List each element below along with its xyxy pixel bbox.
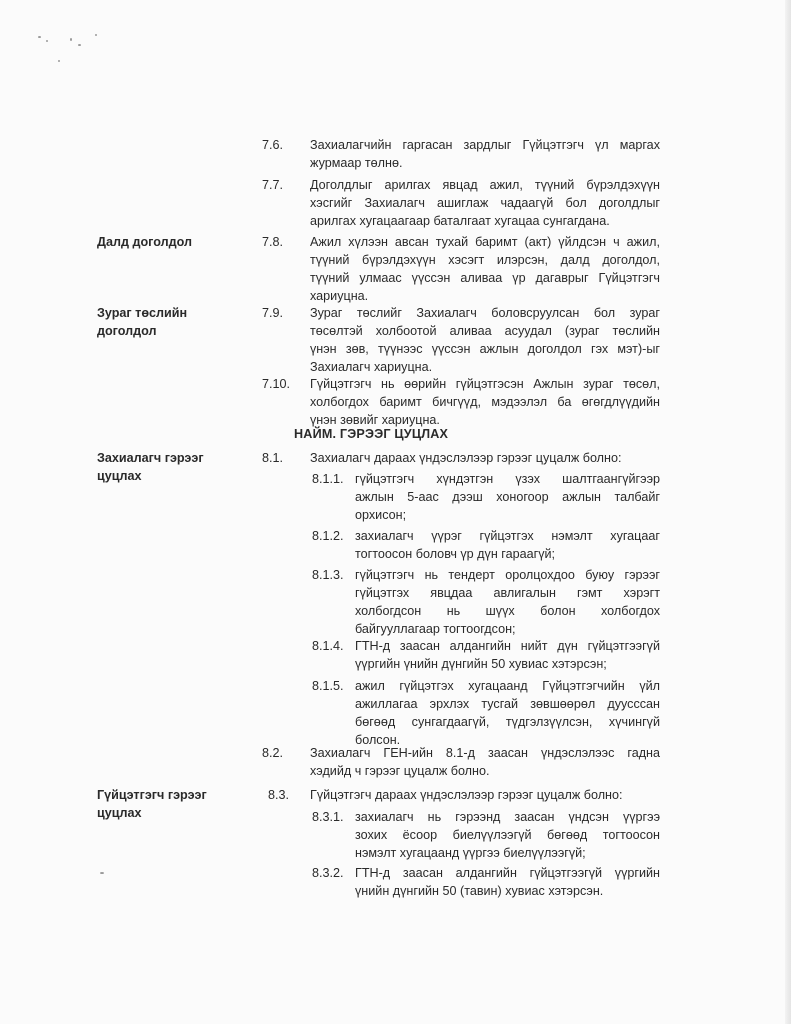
side-label-client-terminate: Захиалагч гэрээг цуцлах [97, 451, 204, 483]
scan-speck [38, 36, 41, 38]
clause-text: ажил гүйцэтгэх хугацаанд Гүйцэтгэгчийн үйл ажиллагаа эрхлэх тусгай зөвшөөрөл дуусссан бөгөөд сунгагдаагүй, түдгэлзүүлсэн, хүчингүй болсон. [355, 679, 660, 747]
side-label-contractor-terminate: Гүйцэтгэгч гэрээг цуцлах [97, 788, 207, 820]
scan-speck [46, 40, 48, 42]
scan-speck [70, 38, 72, 41]
clause-text: Гүйцэтгэгч дараах үндэслэлээр гэрээг цуцалж болно: [310, 788, 623, 802]
clause-number: 8.3. [268, 788, 290, 802]
clause-number: 8.1.4. [312, 639, 344, 653]
clause-text: захиалагч үүрэг гүйцэтгэх нэмэлт хугацааг тогтоосон боловч үр дүн гараагүй; [355, 529, 660, 561]
scan-speck [58, 60, 60, 62]
clause-text: захиалагч нь гэрээнд заасан үндсэн үүргээ зохих ёсоор биелүүлээгүй бөгөөд тогтоосон нэмэлт хугацаанд үүргээ биелүүлээгүй; [355, 810, 660, 860]
clause-number: 8.1. [262, 451, 284, 465]
clause-text: Гүйцэтгэгч нь өөрийн гүйцэтгэсэн Ажлын зураг төсөл, холбогдох баримт бичгүүд, мэдээлэл ба өгөгдлүүдийн үнэн зөвийг хариуцна. [310, 377, 660, 427]
clause-text: ГТН-д заасан алдангийн нийт дүн гүйцэтгээгүй үүргийн үнийн дүнгийн 50 хувиас хэтэрсэн; [355, 639, 660, 671]
clause-number: 8.2. [262, 746, 284, 760]
clause-number: 7.8. [262, 235, 284, 249]
clause-number: 7.6. [262, 138, 284, 152]
scan-speck [95, 34, 97, 36]
clause-text: Захиалагчийн гаргасан зардлыг Гүйцэтгэгч үл маргах журмаар төлнө. [310, 138, 660, 170]
clause-number: 7.10. [262, 377, 291, 391]
clause-number: 8.3.1. [312, 810, 344, 824]
clause-text: гүйцэтгэгч нь тендерт оролцохдоо буюу гэрээг гүйцэтгэх явцдаа авлигалын гэмт хэрэгт холбогдсон нь шүүх болон холбогдох байгууллагаар тогтоогдсон; [355, 568, 660, 636]
clause-number: 8.3.2. [312, 866, 344, 880]
clause-number: 8.1.1. [312, 472, 344, 486]
clause-number: 8.1.3. [312, 568, 344, 582]
clause-text: Зураг төслийг Захиалагч боловсруулсан бол зураг төсөлтэй холбоотой аливаа асуудал (зураг төслийн үнэн зөв, түүнээс үүссэн ажлын доголдол гэх мэт)-ыг Захиалагч хариуцна. [310, 306, 660, 374]
clause-number: 8.1.5. [312, 679, 344, 693]
clause-number: 8.1.2. [312, 529, 344, 543]
clause-text: Доголдлыг арилгах явцад ажил, түүний бүрэлдэхүүн хэсгийг Захиалагч ашиглаж чадаагүй бол доголдлыг арилгах хугацаагаар баталгаат хугацаа сунгагдана. [310, 178, 660, 228]
clause-number: 7.7. [262, 178, 284, 192]
page-edge-shadow [785, 0, 791, 1024]
section-heading: НАЙМ. ГЭРЭЭГ ЦУЦЛАХ [294, 427, 449, 441]
side-label-hidden-defect: Далд доголдол [97, 235, 192, 249]
clause-text: ГТН-д заасан алдангийн гүйцэтгээгүй үүргийн үнийн дүнгийн 50 (тавин) хувиас хэтэрсэн. [355, 866, 660, 898]
scan-speck [100, 872, 104, 874]
clause-text: Ажил хүлээн авсан тухай баримт (акт) үйлдсэн ч ажил, түүний бүрэлдэхүүн хэсэгт илэрсэн, далд доголдол, түүний улмаас үүссэн аливаа үр дагаврыг Гүйцэтгэгч хариуцна. [310, 235, 660, 303]
scan-speck [78, 44, 81, 46]
clause-text: Захиалагч ГЕН-ийн 8.1-д заасан үндэслэлээс гадна хэдийд ч гэрээг цуцалж болно. [310, 746, 660, 778]
clause-text: Захиалагч дараах үндэслэлээр гэрээг цуцалж болно: [310, 451, 622, 465]
clause-number: 7.9. [262, 306, 284, 320]
clause-text: гүйцэтгэгч хүндэтгэн үзэх шалтгаангүйгээр ажлын 5-аас дээш хоногоор ажлын талбайг орхисон; [355, 472, 660, 522]
side-label-design-defect: Зураг төслийн доголдол [97, 306, 188, 338]
